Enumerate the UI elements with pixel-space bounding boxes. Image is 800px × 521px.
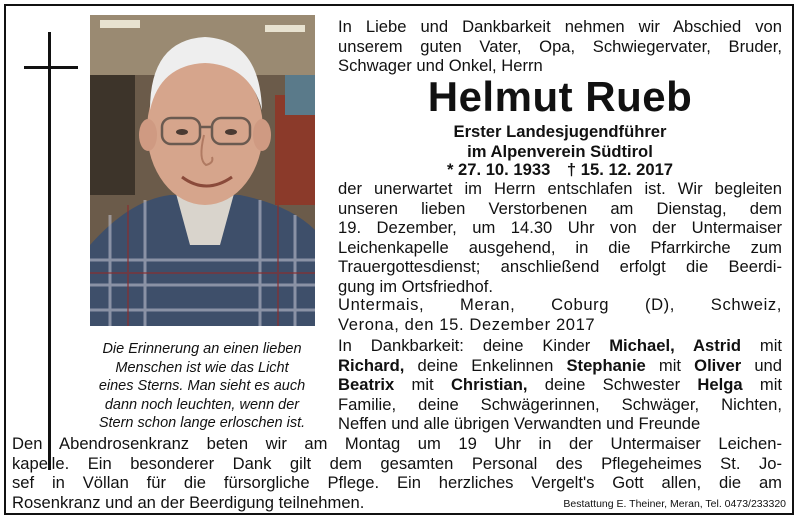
funeral-details xyxy=(338,179,782,297)
mourners-names: Oliver xyxy=(694,355,742,375)
quote-line: Menschen ist wie das Licht xyxy=(115,359,289,376)
body-line: Leichenkapelle ausgehend, in die Pfarrkirche zum xyxy=(338,237,782,257)
body-line: Trauergottesdienst; anschließend erfolgt die Beerdi- xyxy=(338,257,782,277)
mourners-line xyxy=(338,356,782,376)
intro-line: Schwager und Onkel, Herrn xyxy=(338,56,543,76)
body-line: gung im Ortsfriedhof. xyxy=(338,276,493,296)
memorial-quote xyxy=(78,340,326,433)
mourners-text: mit xyxy=(740,336,782,355)
closing-line: kapelle. Ein besonderer Dank gilt dem gesamten Personal des Pflegeheimes St. Jo- xyxy=(12,453,782,473)
mourners-names: Helga xyxy=(697,375,743,395)
mourners-names: Stephanie xyxy=(566,355,646,375)
mourners-text: deine Schwester xyxy=(527,375,698,395)
life-dates xyxy=(338,160,782,180)
mourners-names: Beatrix xyxy=(338,375,395,395)
mourners-line: Familie, deine Schwägerinnen, Schwäger, Nichten, xyxy=(338,394,782,414)
deceased-name: Helmut Rueb xyxy=(427,73,693,120)
body-line: unseren lieben Verstorbenen am Dienstag, dem xyxy=(338,198,782,218)
mourners-list xyxy=(338,336,782,434)
body-line: 19. Dezember, um 14.30 Uhr von der Untermaiser xyxy=(338,218,782,238)
role-line: Erster Landesjugendführer xyxy=(453,122,667,141)
mourners-line xyxy=(338,375,782,395)
cross-icon-bar xyxy=(24,66,78,69)
mourners-names: Michael, Astrid xyxy=(609,336,741,355)
mourners-text: In Dankbarkeit: deine Kinder xyxy=(338,336,610,355)
place-line: Verona, den 15. Dezember 2017 xyxy=(338,314,596,334)
quote-line: eines Sterns. Man sieht es auch xyxy=(98,378,306,394)
closing-line: Den Abendrosenkranz beten wir am Montag um 19 Uhr in der Untermaiser Leichen- xyxy=(12,434,782,453)
intro-line: In Liebe und Dankbarkeit nehmen wir Abschied von xyxy=(338,17,782,36)
mourners-text: deine Enkelinnen xyxy=(404,355,567,375)
portrait-photo xyxy=(90,15,315,326)
cross-icon xyxy=(48,32,51,470)
quote-line: Die Erinnerung an einen lieben xyxy=(102,341,302,357)
role-line: im Alpenverein Südtirol xyxy=(467,141,653,161)
deceased-role xyxy=(338,122,782,161)
closing-line: Rosenkranz und an der Beerdigung teilnehmen. xyxy=(12,492,365,512)
mourners-line: Neffen und alle übrigen Verwandten und Freunde xyxy=(338,414,701,434)
mourners-text: mit xyxy=(742,375,782,395)
mourners-line xyxy=(338,336,782,356)
mourners-text: mit xyxy=(394,375,451,395)
intro-text xyxy=(338,17,782,76)
mourners-text: und xyxy=(741,355,783,375)
place-date xyxy=(338,295,782,334)
undertaker-credit: Bestattung E. Theiner, Meran, Tel. 0473/233320 xyxy=(563,498,786,510)
closing-line: sef in Völlan für die fürsorgliche Pflege. Ein herzliches Vergelt's Gott allen, die am xyxy=(12,473,782,493)
intro-line: unserem guten Vater, Opa, Schwiegervater, Bruder, xyxy=(338,36,782,56)
birth-date: * 27. 10. 1933 xyxy=(446,160,551,179)
mourners-text: mit xyxy=(645,355,695,375)
mourners-names: Richard, xyxy=(338,355,405,375)
place-line: Untermais, Meran, Coburg (D), Schweiz, xyxy=(338,295,782,314)
body-line: der unerwartet im Herrn entschlafen ist. Wir begleiten xyxy=(338,179,782,198)
mourners-names: Christian, xyxy=(450,375,528,395)
quote-line: Stern schon lange erloschen ist. xyxy=(98,415,306,431)
quote-line: dann noch leuchten, wenn der xyxy=(104,396,300,413)
death-date: † 15. 12. 2017 xyxy=(566,160,674,179)
